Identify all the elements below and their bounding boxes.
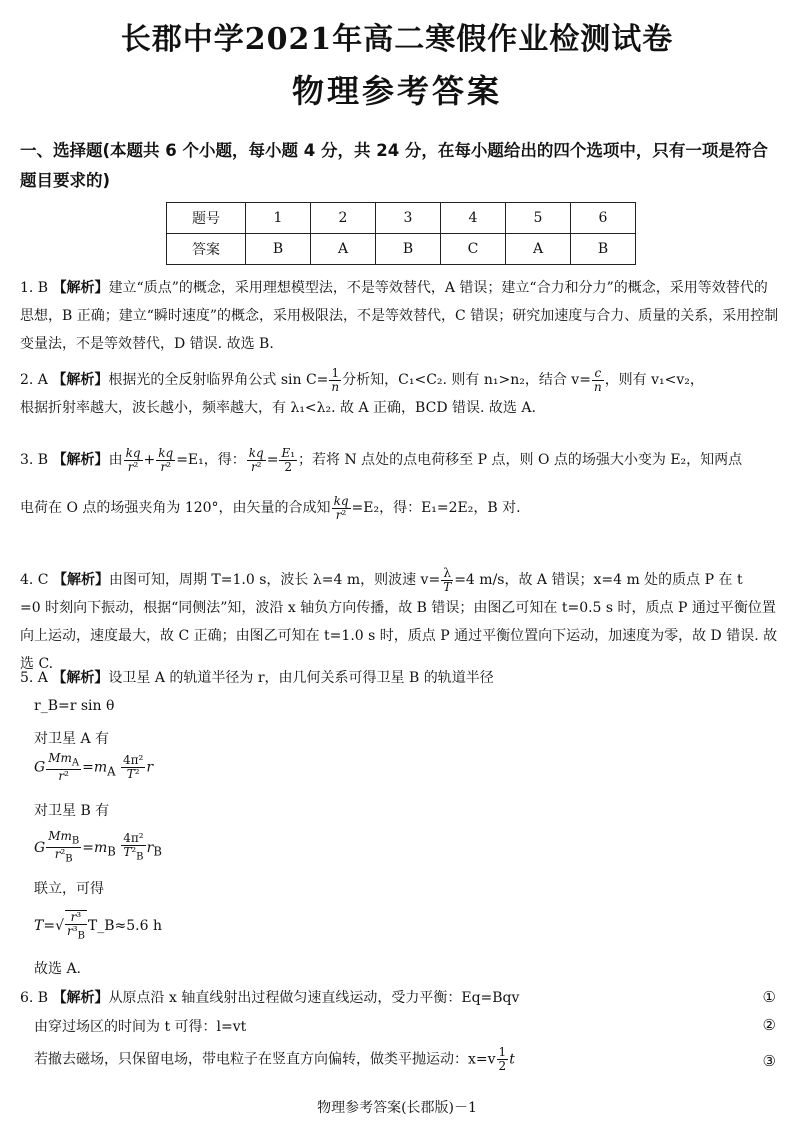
fraction: $\frac{kq}{\text{r²}}$ (333, 493, 349, 522)
equation-result: T_B≈5.6 h (87, 918, 163, 935)
question-number: 1. B (20, 280, 49, 296)
table-cell: 2 (311, 203, 376, 234)
fraction: $\frac{c}{n}$ (593, 365, 602, 394)
question-text: 电荷在 O 点的场强夹角为 120°，由矢量的合成知 (20, 500, 331, 516)
fraction: $\frac{kq}{\text{r²}}$ (125, 445, 141, 474)
fraction: $\frac{1}{n}$ (331, 365, 340, 394)
table-cell: A (311, 234, 376, 265)
table-cell: 5 (506, 203, 571, 234)
question-text: 若撤去磁场，只保留电场，带电粒子在竖直方向偏转，做类平抛运动：x=v (34, 1051, 496, 1068)
question-2 (20, 366, 780, 422)
question-number: 3. B (20, 452, 49, 468)
equation-a: G $\frac{Mm_A}{\text{r²}}$ $=m_A$ $\frac{\text{4π²}}{\text{T²}}$ r (34, 751, 154, 784)
question-number: 4. C (20, 572, 49, 588)
table-cell: B (571, 234, 636, 265)
question-text: =E₁，得： (176, 452, 246, 468)
page-footer: 物理参考答案(长郡版)－1 (317, 1100, 477, 1116)
question-text: 建立“质点”的概念，采用理想模型法，不是等效替代，A 错误；建立“合力和分力”的概念，采用等效替代的思想，B 正确；建立“瞬时速度”的概念，采用极限法，不是等效替代，C 错误；研究加速度与合力、质量的关系，采用控制变量法，不是等效替代，D 错误. 故选 B. (20, 280, 779, 352)
question-text: 根据折射率越大，波长越小，频率越大，有 λ₁<λ₂. 故 A 正确，BCD 错误. 故选 A. (20, 400, 536, 416)
question-text: 由图可知，周期 T=1.0 s，波长 λ=4 m，则波速 v= (108, 572, 441, 588)
table-cell: 1 (246, 203, 311, 234)
equation-rb: r_B=r sin θ (34, 698, 115, 714)
equation-label: 联立，可得 (34, 881, 104, 897)
page-subtitle: 物理参考答案 (291, 72, 502, 110)
equation-label: 对卫星 A 有 (34, 731, 110, 747)
question-5 (20, 664, 780, 692)
question-1 (20, 274, 780, 358)
answer-table (166, 202, 636, 265)
analysis-tag: 【解析】 (52, 280, 109, 296)
table-cell: B (376, 234, 441, 265)
question-number: 6. B (20, 990, 49, 1006)
table-cell: 题号 (167, 203, 246, 234)
fraction: $\frac{kq}{\text{r²}}$ (248, 445, 264, 474)
table-cell: 6 (571, 203, 636, 234)
table-row (167, 234, 636, 265)
question-text: =4 m/s，故 A 错误；x=4 m 处的质点 P 在 t (454, 572, 743, 588)
table-cell: C (441, 234, 506, 265)
equation-mark: ① (762, 988, 776, 1006)
question-text: 分析知，C₁<C₂. 则有 n₁>n₂，结合 v= (342, 372, 591, 388)
equation-label: 对卫星 B 有 (34, 803, 110, 819)
question-number: 2. A (20, 372, 48, 388)
table-cell: 3 (376, 203, 441, 234)
fraction: $\frac{\text{E₁}}{2}$ (281, 445, 296, 474)
conclusion: 故选 A. (34, 961, 82, 977)
question-text: 从原点沿 x 轴直线射出过程做匀速直线运动，受力平衡：Eq=Bqv (108, 990, 520, 1006)
question-4 (20, 566, 780, 678)
question-6 (20, 984, 780, 1012)
equation-mark: ③ (762, 1052, 776, 1070)
page-title: 长郡中学2021年高二寒假作业检测试卷 (120, 22, 674, 57)
question-3-line2 (20, 494, 780, 522)
question-text: ；若将 N 点处的点电荷移至 P 点，则 O 点的场强大小变为 E₂，知两点 (298, 452, 743, 468)
equation-t: T=√ $\frac{\text{r³}}{r^3_B}$ T_B≈5.6 h (34, 910, 163, 942)
equation-mark: ② (762, 1016, 776, 1034)
table-cell: B (246, 234, 311, 265)
question-number: 5. A (20, 670, 48, 686)
analysis-tag: 【解析】 (52, 670, 109, 686)
table-cell: 4 (441, 203, 506, 234)
table-row (167, 203, 636, 234)
section-heading: 一、选择题(本题共 6 个小题，每小题 4 分，共 24 分，在每小题给出的四个选项中，只有一项是符合题目要求的) (20, 141, 768, 190)
question-text: 根据光的全反射临界角公式 sin C= (108, 372, 329, 388)
analysis-tag: 【解析】 (52, 990, 109, 1006)
fraction: $\frac{\lambda}{T}$ (443, 565, 452, 594)
question-text: =0 时刻向下振动，根据“同侧法”知，波沿 x 轴负方向传播，故 B 错误；由图乙可知在 t=0.5 s 时，质点 P 通过平衡位置向上运动，速度最大，故 C 正确；由图乙可知在 t=1.0 s 时，质点 P 通过平衡位置向下运动，加速度为零，故 D 错误. 故选 C. (20, 600, 778, 672)
table-cell: 答案 (167, 234, 246, 265)
analysis-tag: 【解析】 (52, 572, 109, 588)
fraction: $\frac{kq}{\text{r²}}$ (158, 445, 174, 474)
question-text: 由穿过场区的时间为 t 可得：l=vt (34, 1019, 247, 1035)
question-text: 设卫星 A 的轨道半径为 r，由几何关系可得卫星 B 的轨道半径 (108, 670, 494, 686)
equation-b: G $\frac{Mm_B}{r^2_B}$ $=m_B$ $\frac{\text{4π²}}{T^2_B}$ $r_B$ (34, 829, 162, 865)
analysis-tag: 【解析】 (52, 372, 109, 388)
analysis-tag: 【解析】 (52, 452, 109, 468)
question-text: 由 (108, 452, 123, 468)
question-text: =E₂，得：E₁=2E₂，B 对. (351, 500, 521, 516)
question-6-line3: 若撤去磁场，只保留电场，带电粒子在竖直方向偏转，做类平抛运动：x=v $\frac{1}{2}$ t (34, 1045, 515, 1073)
question-3: 3. B 【解析】由 $\frac{kq}{\text{r²}}$ + $\frac{kq}{\text{r²}}$ =E₁，得： $\frac{kq}{\text{r²}}$ = $\frac{\text{E₁}}{2}$ ；若将 N 点处的点电荷移至 P 点，则 O 点的场强大小变为 E₂，知两点 (20, 445, 743, 474)
table-cell: A (506, 234, 571, 265)
question-text: ，则有 v₁<v₂， (604, 372, 704, 388)
